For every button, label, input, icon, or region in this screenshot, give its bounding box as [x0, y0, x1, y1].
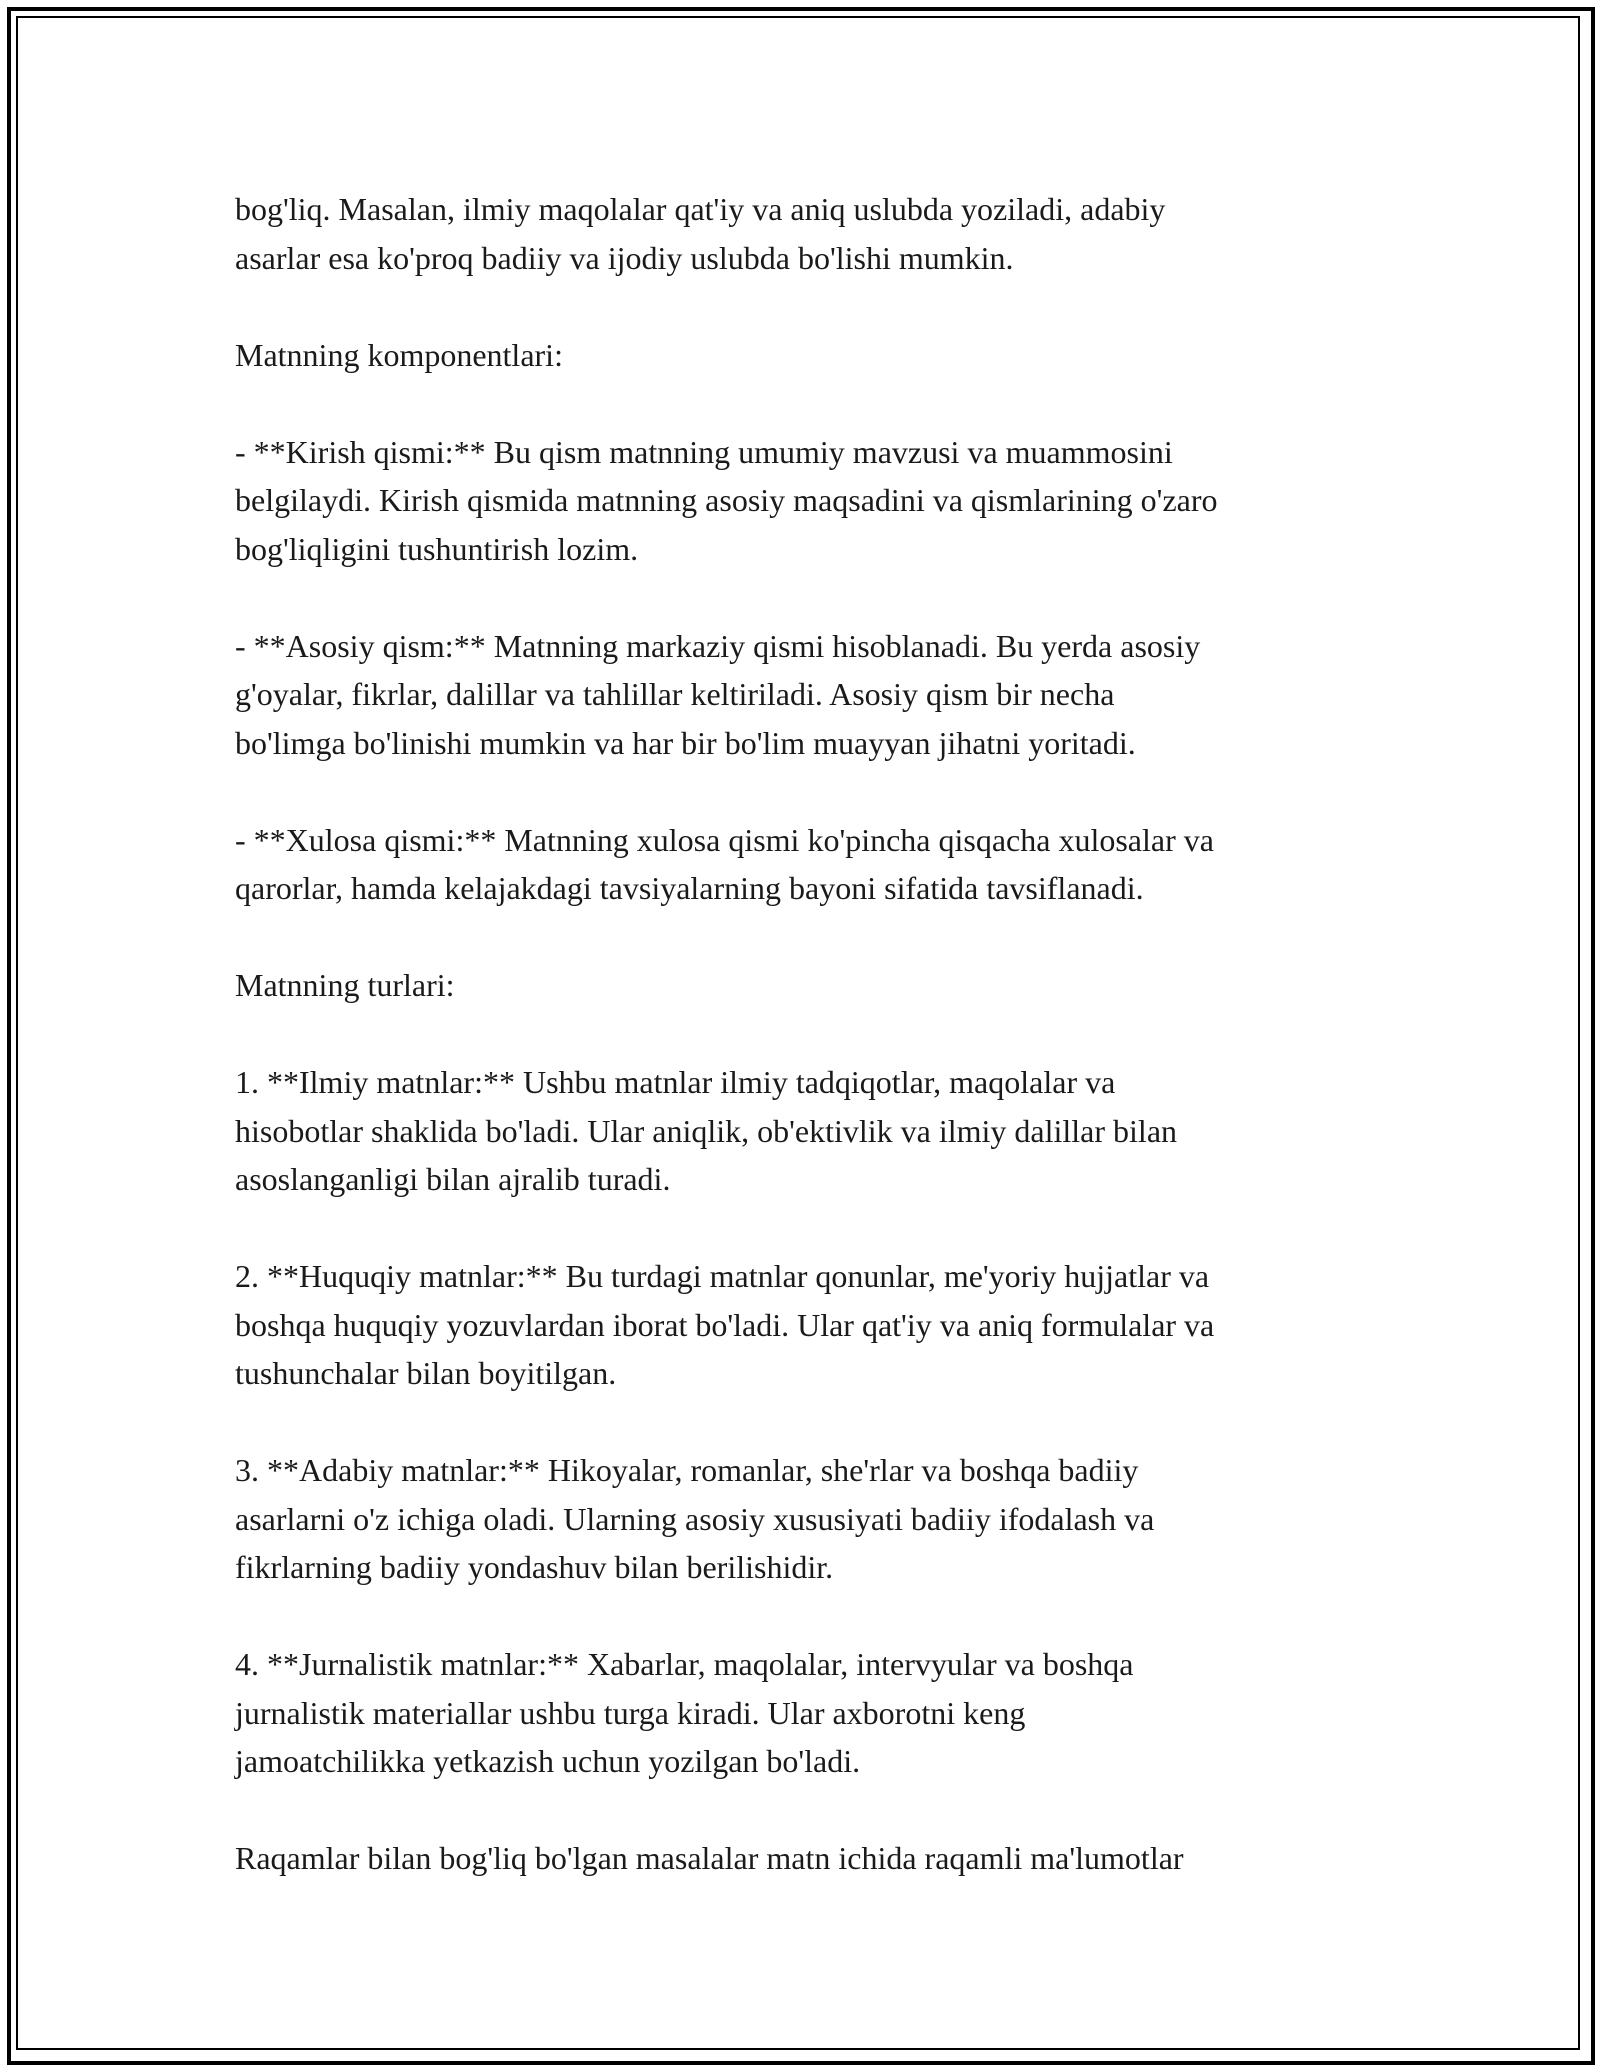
section-heading	[235, 331, 1375, 380]
text-line: belgilaydi. Kirish qismida matnning asosiy maqsadini va qismlarining o'zaro	[235, 482, 1218, 518]
text-line: Raqamlar bilan bog'liq bo'lgan masalalar matn ichida raqamli ma'lumotlar	[235, 1840, 1184, 1876]
text-line: 1. **Ilmiy matnlar:** Ushbu matnlar ilmiy tadqiqotlar, maqolalar va	[235, 1064, 1116, 1100]
paragraph	[235, 1834, 1375, 1883]
section-heading	[235, 961, 1375, 1010]
text-line: jurnalistik materiallar ushbu turga kiradi. Ular axborotni keng	[235, 1694, 1026, 1731]
text-line: - **Asosiy qism:** Matnning markaziy qismi hisoblanadi. Bu yerda asosiy	[235, 627, 1201, 664]
text-line: - **Kirish qismi:** Bu qism matnning umumiy mavzusi va muammosini	[235, 433, 1173, 470]
list-item	[235, 1640, 1375, 1786]
text-line: 2. **Huquqiy matnlar:** Bu turdagi matnlar qonunlar, me'yoriy hujjatlar va	[235, 1258, 1210, 1294]
list-item	[235, 816, 1375, 913]
list-item	[235, 1058, 1375, 1204]
list-item	[235, 1446, 1375, 1592]
paragraph	[235, 185, 1375, 282]
text-line: fikrlarning badiiy yondashuv bilan berilishidir.	[235, 1549, 834, 1585]
text-line: asarlar esa ko'proq badiiy va ijodiy uslubda bo'lishi mumkin.	[235, 239, 1014, 276]
text-line: bog'liqligini tushuntirish lozim.	[235, 530, 639, 567]
text-line: bo'limga bo'linishi mumkin va har bir bo'lim muayyan jihatni yoritadi.	[235, 724, 1136, 761]
text-line: qarorlar, hamda kelajakdagi tavsiyalarning bayoni sifatida tavsiflanadi.	[235, 870, 1144, 906]
text-line: Matnning komponentlari:	[235, 336, 563, 373]
text-line: - **Xulosa qismi:** Matnning xulosa qismi ko'pincha qisqacha xulosalar va	[235, 821, 1214, 858]
text-line: tushunchalar bilan boyitilgan.	[235, 1355, 617, 1391]
text-line: asoslanganligi bilan ajralib turadi.	[235, 1161, 671, 1197]
list-item	[235, 622, 1375, 768]
text-line: bog'liq. Masalan, ilmiy maqolalar qat'iy va aniq uslubda yoziladi, adabiy	[235, 191, 1166, 227]
list-item	[235, 1252, 1375, 1398]
text-line: 4. **Jurnalistik matnlar:** Xabarlar, maqolalar, intervyular va boshqa	[235, 1646, 1134, 1682]
text-line: jamoatchilikka yetkazish uchun yozilgan bo'ladi.	[235, 1743, 861, 1779]
list-item	[235, 428, 1375, 574]
text-line: g'oyalar, fikrlar, dalillar va tahlillar keltiriladi. Asosiy qism bir necha	[235, 676, 1115, 712]
document-body	[235, 185, 1375, 1931]
text-line: hisobotlar shaklida bo'ladi. Ular aniqlik, ob'ektivlik va ilmiy dalillar bilan	[235, 1112, 1178, 1149]
text-line: boshqa huquqiy yozuvlardan iborat bo'ladi. Ular qat'iy va aniq formulalar va	[235, 1306, 1215, 1343]
text-line: Matnning turlari:	[235, 967, 455, 1003]
text-line: asarlarni o'z ichiga oladi. Ularning asosiy xususiyati badiiy ifodalash va	[235, 1500, 1155, 1537]
text-line: 3. **Adabiy matnlar:** Hikoyalar, romanlar, she'rlar va boshqa badiiy	[235, 1452, 1139, 1488]
